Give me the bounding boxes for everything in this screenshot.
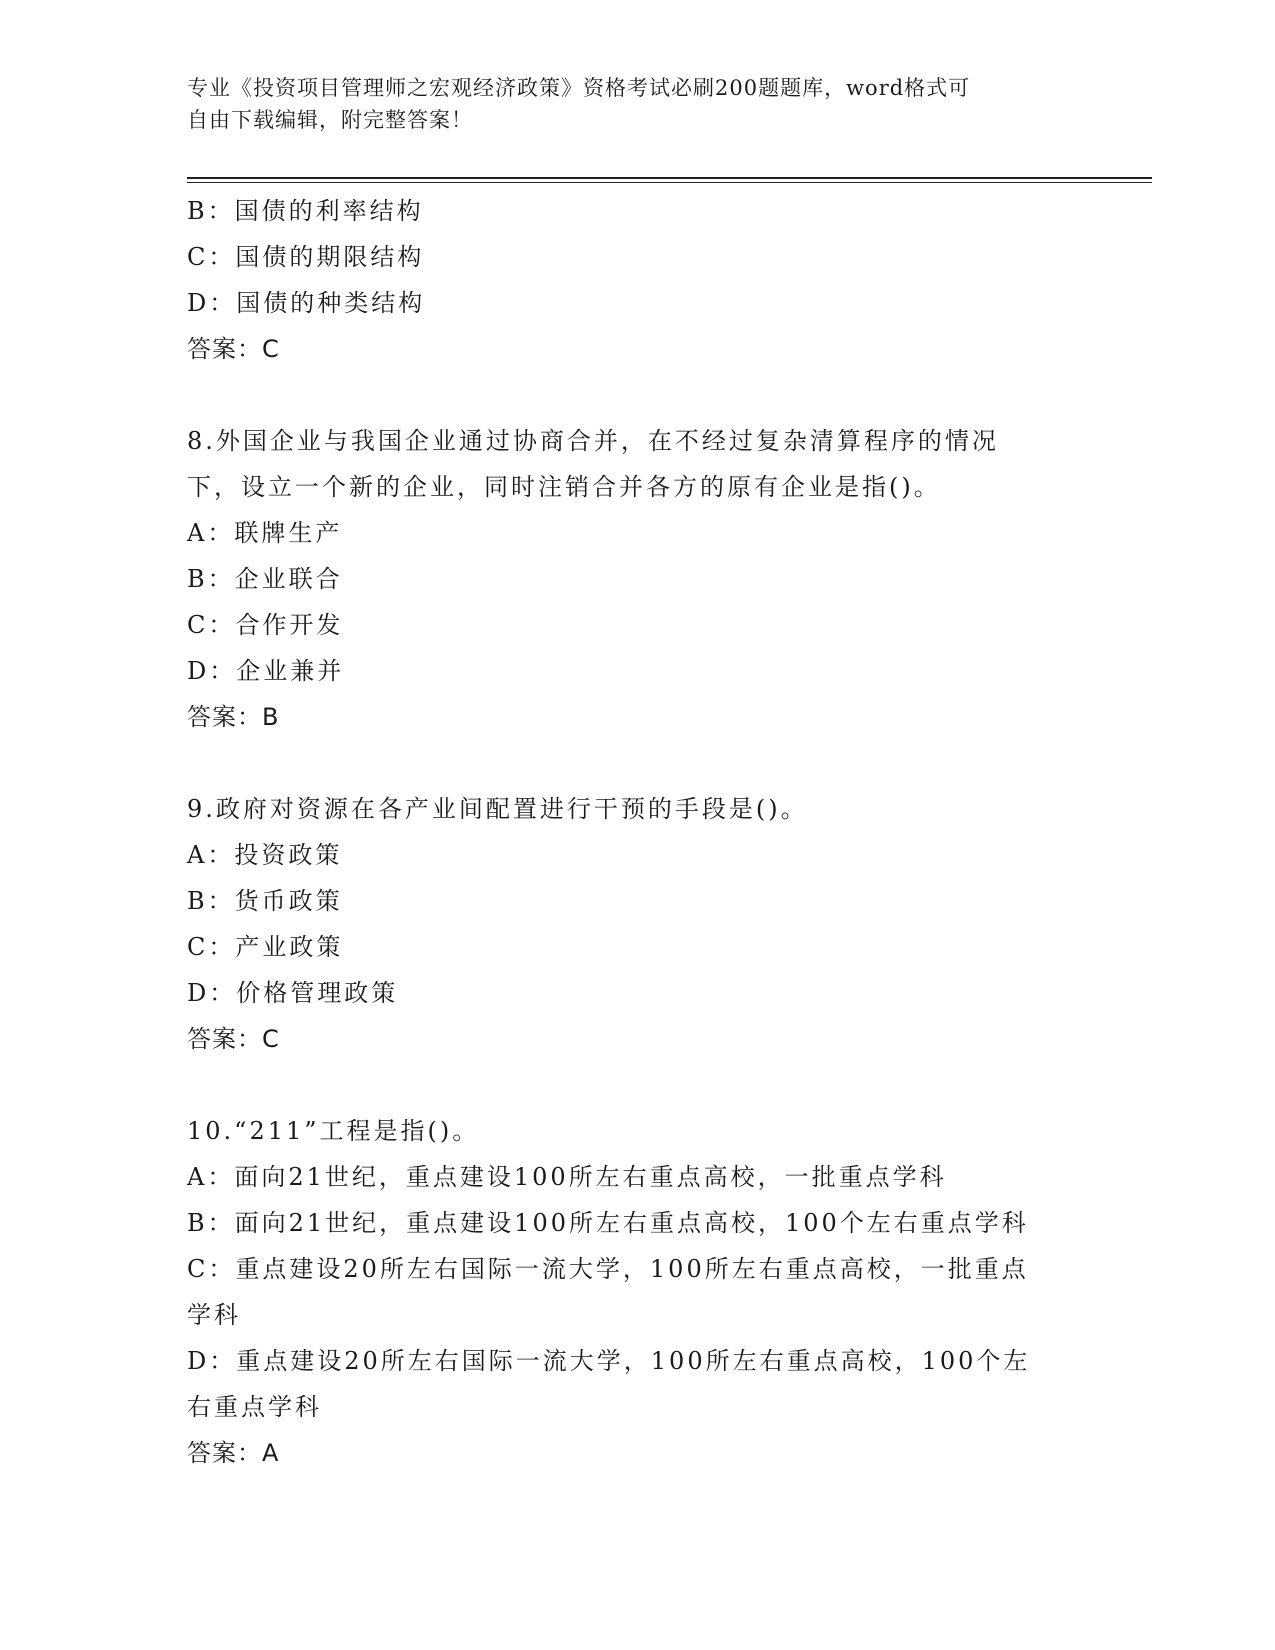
option-a: A：联牌生产 xyxy=(187,519,343,547)
option-d: D：重点建设20所左右国际一流大学，100所左右重点高校，100个左 xyxy=(187,1347,1031,1375)
option-d: D：价格管理政策 xyxy=(187,979,399,1007)
option-c: C：重点建设20所左右国际一流大学，100所左右重点高校，一批重点 xyxy=(187,1255,1029,1283)
question-8 xyxy=(187,418,1087,740)
document-header xyxy=(187,72,1067,136)
spacer xyxy=(187,372,1087,418)
header-line-2: 自由下载编辑，附完整答案！ xyxy=(187,108,473,132)
option-a: A：投资政策 xyxy=(187,841,343,869)
answer: 答案：B xyxy=(187,703,280,731)
option-b: B：企业联合 xyxy=(187,565,343,593)
question-text: 8.外国企业与我国企业通过协商合并，在不经过复杂清算程序的情况 xyxy=(187,427,999,455)
question-9 xyxy=(187,786,1087,1062)
answer: 答案：C xyxy=(187,335,280,363)
option-d: D：国债的种类结构 xyxy=(187,289,426,317)
header-divider xyxy=(187,177,1152,183)
question-list xyxy=(187,188,1087,1476)
question-10 xyxy=(187,1108,1087,1476)
option-c: C：合作开发 xyxy=(187,611,344,639)
header-line-1: 专业《投资项目管理师之宏观经济政策》资格考试必刷200题题库，word格式可 xyxy=(187,76,971,100)
question-text: 9.政府对资源在各产业间配置进行干预的手段是()。 xyxy=(187,795,808,823)
answer: 答案：C xyxy=(187,1025,280,1053)
question-7-tail xyxy=(187,188,1087,372)
option-a: A：面向21世纪，重点建设100所左右重点高校，一批重点学科 xyxy=(187,1163,947,1191)
spacer xyxy=(187,740,1087,786)
option-d: D：企业兼并 xyxy=(187,657,345,685)
option-b: B：国债的利率结构 xyxy=(187,197,424,225)
question-text: 10.“211”工程是指()。 xyxy=(187,1117,480,1145)
option-b: B：货币政策 xyxy=(187,887,343,915)
option-d-continued: 右重点学科 xyxy=(187,1393,322,1421)
answer: 答案：A xyxy=(187,1439,280,1467)
option-c-continued: 学科 xyxy=(187,1301,241,1329)
spacer xyxy=(187,1062,1087,1108)
option-c: C：国债的期限结构 xyxy=(187,243,425,271)
option-c: C：产业政策 xyxy=(187,933,344,961)
question-text: 下，设立一个新的企业，同时注销合并各方的原有企业是指()。 xyxy=(187,473,941,501)
option-b: B：面向21世纪，重点建设100所左右重点高校，100个左右重点学科 xyxy=(187,1209,1029,1237)
